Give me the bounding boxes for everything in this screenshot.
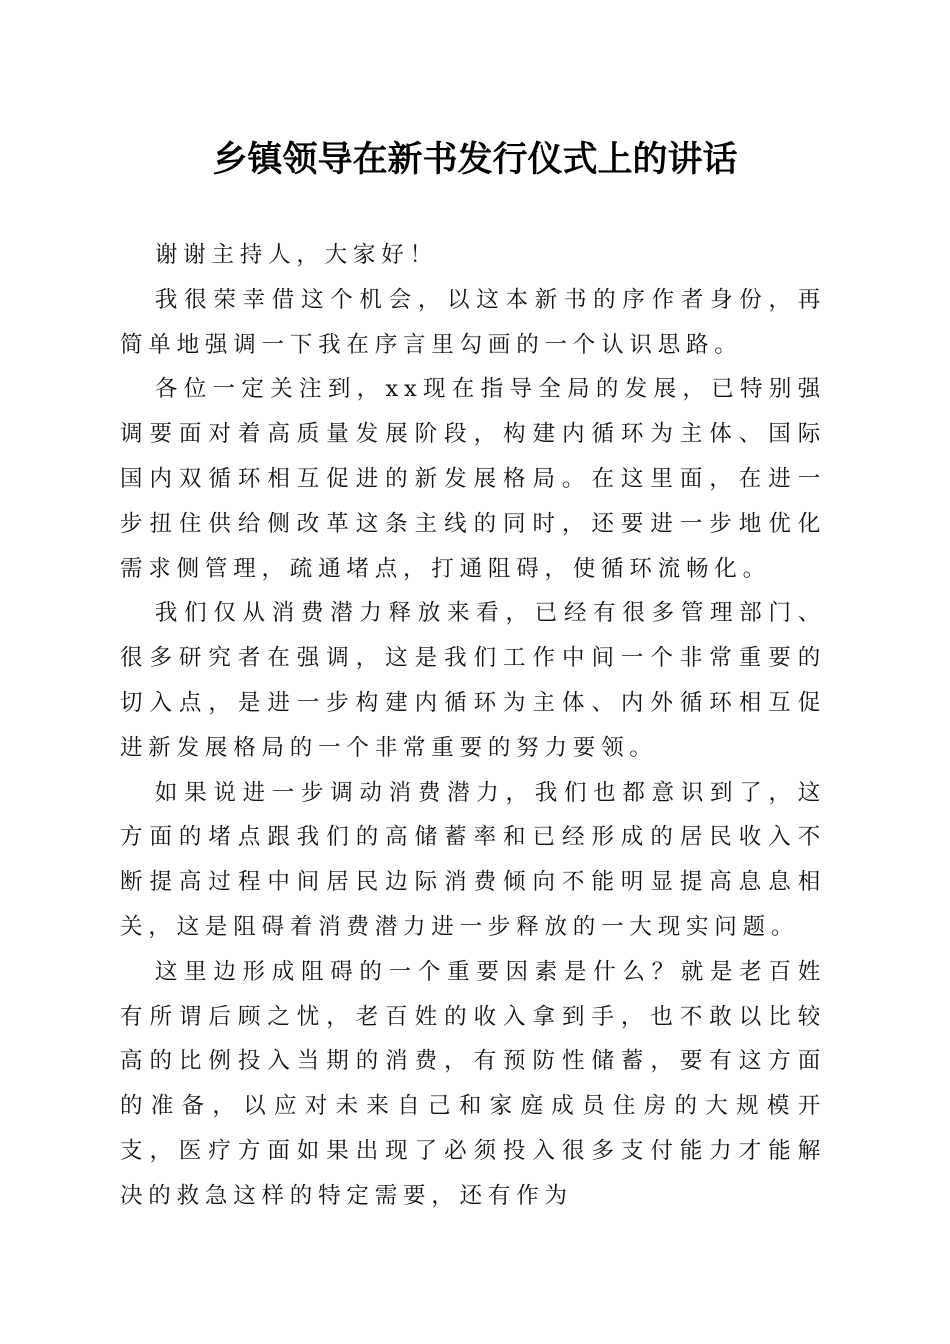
paragraph-development-pattern: 各位一定关注到，xx现在指导全局的发展，已特别强调要面对着高质量发展阶段，构建内循环为主体、国际国内双循环相互促进的新发展格局。在这里面，在进一步扭住供给侧改革这条主线的同时，还要进一步地优化需求侧管理，疏通堵点，打通阻碍，使循环流畅化。 [120,376,826,582]
paragraph-savings-rate: 如果说进一步调动消费潜力，我们也都意识到了，这方面的堵点跟我们的高储蓄率和已经形成的居民收入不断提高过程中间居民边际消费倾向不能明显提高息息相关，这是阻碍着消费潜力进一步释放的一大现实问题。 [120,779,826,940]
paragraph-consumption-potential: 我们仅从消费潜力释放来看，已经有很多管理部门、很多研究者在强调，这是我们工作中间一个非常重要的切入点，是进一步构建内循环为主体、内外循环相互促进新发展格局的一个非常重要的努力要领。 [120,600,826,761]
document-title: 乡镇领导在新书发行仪式上的讲话 [212,139,738,180]
paragraph-obstacles: 这里边形成阻碍的一个重要因素是什么？就是老百姓有所谓后顾之忧，老百姓的收入拿到手，也不敢以比较高的比例投入当期的消费，有预防性储蓄，要有这方面的准备，以应对未来自己和家庭成员住房的大规模开支，医疗方面如果出现了必须投入很多支付能力才能解决的救急这样的特定需要，还有作为 [120,958,826,1209]
paragraph-intro: 我很荣幸借这个机会，以这本新书的序作者身份，再简单地强调一下我在序言里勾画的一个认识思路。 [120,286,826,358]
document-body [120,233,826,1219]
paragraph-greeting: 谢谢主持人，大家好！ [154,242,438,268]
